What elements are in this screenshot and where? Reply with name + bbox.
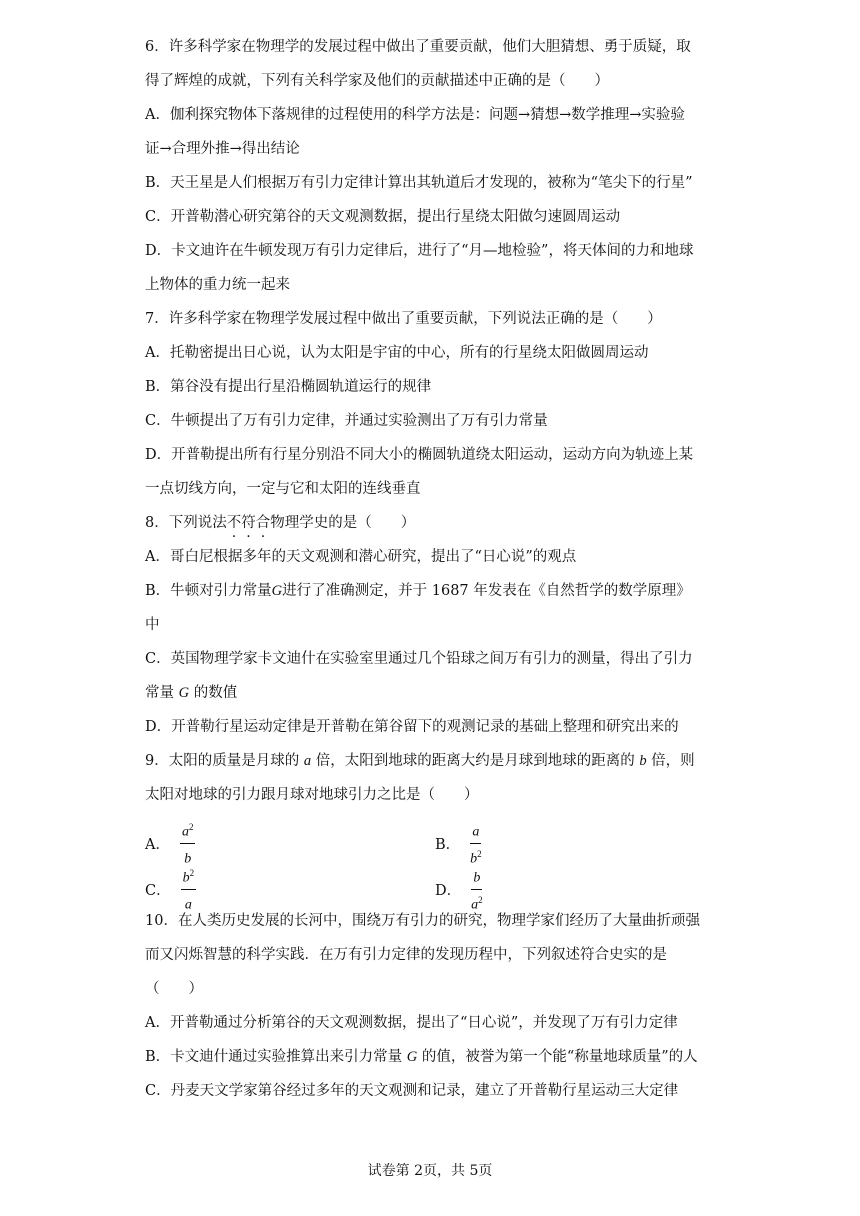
numerator-var: b: [182, 870, 190, 886]
denominator-var: b: [184, 851, 192, 867]
q10-option-b-text: B．卡文迪什通过实验推算出来引力常量: [145, 1049, 403, 1065]
q8-option-b-line-2: 中: [145, 617, 160, 633]
fraction: [181, 865, 197, 913]
q9-option-b: [435, 819, 725, 867]
numerator-var: a: [181, 824, 189, 840]
q8-option-b-line-1: [145, 582, 725, 616]
var-g: G: [271, 583, 283, 599]
q8-option-b-text: B．牛顿对引力常量: [145, 583, 272, 599]
q7-option-c: C．牛顿提出了万有引力定律，并通过实验测出了万有引力常量: [145, 413, 548, 429]
q8-option-b-text: 进行了准确测定，并于 1687 年发表在《自然哲学的数学原理》: [282, 583, 691, 599]
q8-emphasis-char: 符: [241, 515, 256, 531]
fraction-numerator: [470, 819, 481, 844]
var-a: a: [303, 753, 312, 769]
fraction-numerator: [180, 819, 196, 844]
q10-stem-line-2: 而又闪烁智慧的科学实践．在万有引力定律的发现历程中，下列叙述符合史实的是: [145, 947, 667, 963]
option-label: A．: [145, 836, 170, 853]
q6-option-c: C．开普勒潜心研究第谷的天文观测数据，提出行星绕太阳做匀速圆周运动: [145, 209, 621, 225]
fraction: [180, 819, 196, 867]
q10-stem-line-3: （ ）: [145, 981, 203, 997]
q6-option-d-line-1: D．卡文迪许在牛顿发现万有引力定律后，进行了“月—地检验”，将天体间的力和地球: [145, 243, 694, 259]
q7-stem: 7．许多科学家在物理学发展过程中做出了重要贡献，下列说法正确的是（ ）: [145, 311, 662, 327]
option-label: C．: [145, 882, 171, 899]
q10-stem-line-1: 10．在人类历史发展的长河中，围绕万有引力的研究，物理学家们经历了大量曲折顽强: [145, 913, 700, 929]
q9-options-row-1: [145, 820, 725, 866]
q9-stem-line-2: 太阳对地球的引力跟月球对地球引力之比是（ ）: [145, 787, 479, 803]
numerator-exponent: 2: [188, 821, 194, 832]
fraction-denominator: [471, 890, 483, 914]
q8-emphasis-char: 合: [255, 515, 271, 531]
numerator-var: b: [473, 870, 481, 886]
q8-stem: [145, 514, 725, 548]
q9-stem-text: 9．太阳的质量是月球的: [145, 753, 300, 769]
q6-stem-line-2: 得了辉煌的成就，下列有关科学家及他们的贡献描述中正确的是（ ）: [145, 73, 609, 89]
q8-stem-pre: 8．下列说法: [145, 515, 227, 531]
q8-option-c-line-1: C．英国物理学家卡文迪什在实验室里通过几个铅球之间万有引力的测量，得出了引力: [145, 651, 693, 667]
q6-option-a-line-1: A．伽利探究物体下落规律的过程使用的科学方法是：问题→猜想→数学推理→实验验: [145, 107, 685, 123]
denominator-var: a: [184, 897, 192, 913]
fraction: [471, 865, 483, 913]
q9-option-a: [145, 819, 435, 867]
numerator-exponent: 2: [189, 867, 195, 878]
q8-option-a: A．哥白尼根据多年的天文观测和潜心研究，提出了“日心说”的观点: [145, 549, 577, 565]
fraction-numerator: [181, 865, 197, 890]
q7-option-d-line-2: 一点切线方向，一定与它和太阳的连线垂直: [145, 481, 421, 497]
q9-stem-line-1: [145, 752, 725, 786]
fraction-denominator: [185, 890, 192, 914]
q10-option-b: [145, 1048, 725, 1082]
q8-stem-post: 物理学史的是（ ）: [270, 515, 416, 531]
q8-emphasis-char: 不: [226, 515, 242, 531]
q8-option-c-text: 的数值: [193, 685, 238, 701]
q9-options-row-2: [145, 866, 725, 912]
q7-option-b: B．第谷没有提出行星沿椭圆轨道运行的规律: [145, 379, 432, 395]
q6-option-b: B．天王星是人们根据万有引力定律计算出其轨道后才发现的，被称为“笔尖下的行星”: [145, 175, 693, 191]
q9-option-c: [145, 865, 435, 913]
numerator-var: a: [472, 824, 480, 840]
var-g: G: [178, 685, 190, 701]
q10-option-a: A．开普勒通过分析第谷的天文观测数据，提出了“日心说”，并发现了万有引力定律: [145, 1015, 678, 1031]
var-g: G: [406, 1049, 418, 1065]
q7-option-d-line-1: D．开普勒提出所有行星分别沿不同大小的椭圆轨道绕太阳运动，运动方向为轨迹上某: [145, 447, 694, 463]
q8-option-c-text: 常量: [145, 685, 174, 701]
fraction-denominator: [184, 844, 191, 868]
q8-option-c-line-2: [145, 684, 725, 718]
question-list: [145, 38, 725, 1116]
page-footer: 试卷第 2页，共 5页: [367, 1163, 493, 1179]
fraction-denominator: [470, 844, 482, 868]
q9-option-d: [435, 865, 725, 913]
q9-stem-text: 倍，太阳到地球的距离大约是月球到地球的距离的: [315, 753, 635, 769]
q6-stem-line-1: 6．许多科学家在物理学的发展过程中做出了重要贡献，他们大胆猜想、勇于质疑，取: [145, 39, 691, 55]
q8-option-d: D．开普勒行星运动定律是开普勒在第谷留下的观测记录的基础上整理和研究出来的: [145, 719, 679, 735]
option-label: B．: [435, 836, 461, 853]
q9-stem-text: 倍，则: [651, 753, 695, 769]
denominator-var: a: [471, 897, 479, 913]
q6-option-d-line-2: 上物体的重力统一起来: [145, 277, 290, 293]
var-b: b: [639, 753, 647, 769]
option-label: D．: [435, 882, 462, 899]
q7-option-a: A．托勒密提出日心说，认为太阳是宇宙的中心，所有的行星绕太阳做圆周运动: [145, 345, 649, 361]
q6-option-a-line-2: 证→合理外推→得出结论: [145, 141, 300, 157]
fraction: [470, 819, 482, 867]
denominator-exponent: 2: [478, 894, 483, 905]
fraction-numerator: [471, 865, 482, 890]
denominator-var: b: [470, 851, 478, 867]
denominator-exponent: 2: [477, 848, 482, 859]
q10-option-b-text: 的值，被誉为第一个能“称量地球质量”的人: [421, 1049, 698, 1065]
q10-option-c: C．丹麦天文学家第谷经过多年的天文观测和记录，建立了开普勒行星运动三大定律: [145, 1083, 679, 1099]
